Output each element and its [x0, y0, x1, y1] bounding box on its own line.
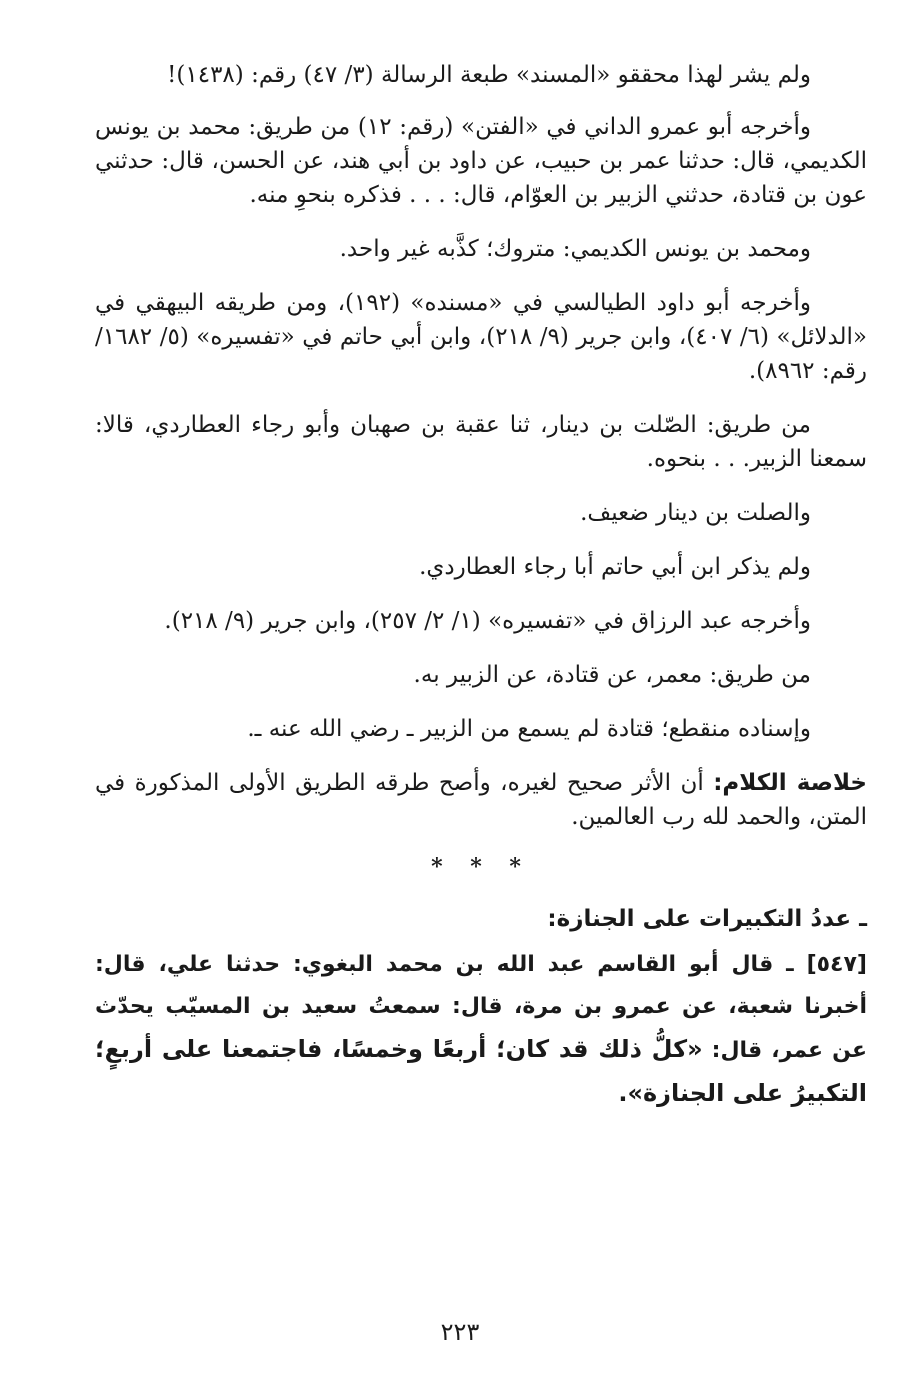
page-body	[95, 58, 867, 1116]
footnote-paragraph: وإسناده منقطع؛ قتادة لم يسمع من الزبير ـ رضي الله عنه ـ.	[247, 716, 811, 742]
footnote-paragraph: والصلت بن دينار ضعيف.	[580, 500, 811, 526]
hadith-number: [٥٤٧] ـ	[773, 952, 867, 977]
conclusion-paragraph	[95, 766, 867, 834]
conclusion-text: أن الأثر صحيح لغيره، وأصح طرقه الطريق الأولى المذكورة في المتن، والحمد لله رب العالمين.	[95, 770, 867, 830]
conclusion-label: خلاصة الكلام:	[713, 770, 867, 796]
footnote-paragraph: من طريق: معمر، عن قتادة، عن الزبير به.	[413, 662, 811, 688]
footnote-paragraph: وأخرجه أبو عمرو الداني في «الفتن» (رقم: ١٢) من طريق: محمد بن يونس الكديمي، قال: حدثنا عمر بن حبيب، عن داود بن أبي هند، عن الحسن، قال: حدثني عون بن قتادة، حدثني الزبير بن العوّام، قال: . . . فذكره بنحوِ منه.	[95, 114, 867, 208]
footnote-paragraph: وأخرجه عبد الرزاق في «تفسيره» (١/ ٢/ ٢٥٧)، وابن جرير (٩/ ٢١٨).	[164, 608, 811, 634]
footnote-paragraph: ولم يذكر ابن أبي حاتم أبا رجاء العطاردي.	[419, 554, 811, 580]
section-separator: * * *	[431, 854, 531, 880]
section-heading: ـ عددُ التكبيرات على الجنازة:	[547, 906, 867, 932]
hadith-paragraph	[95, 944, 867, 1116]
footnote-paragraph: من طريق: الصّلت بن دينار، ثنا عقبة بن صهبان وأبو رجاء العطاردي، قالا: سمعنا الزبير. . . بنحوه.	[95, 412, 867, 472]
footnote-paragraph: وأخرجه أبو داود الطيالسي في «مسنده» (١٩٢)، ومن طريقه البيهقي في «الدلائل» (٦/ ٤٠٧)، وابن جرير (٩/ ٢١٨)، وابن أبي حاتم في «تفسيره» (٥/ ١٦٨٢/ رقم: ٨٩٦٢).	[95, 290, 868, 384]
hadith-matn: «كلُّ ذلك قد كان؛ أربعًا وخمسًا، فاجتمعنا على أربعٍ؛ التكبيرُ على الجنازة».	[95, 1035, 867, 1107]
hadith-isnad: قال أبو القاسم عبد الله بن محمد البغوي: حدثنا علي، قال: أخبرنا شعبة، عن عمرو بن مرة، قال: سمعتُ سعيد بن المسيّب يحدّث عن عمر، قال:	[95, 952, 867, 1063]
page-number: ٢٢٣	[440, 1318, 480, 1346]
footnote-paragraph: ولم يشر لهذا محققو «المسند» طبعة الرسالة (٣/ ٤٧) رقم: (١٤٣٨)!	[167, 62, 811, 88]
footnote-paragraph: ومحمد بن يونس الكديمي: متروك؛ كذَّبه غير واحد.	[339, 236, 811, 262]
